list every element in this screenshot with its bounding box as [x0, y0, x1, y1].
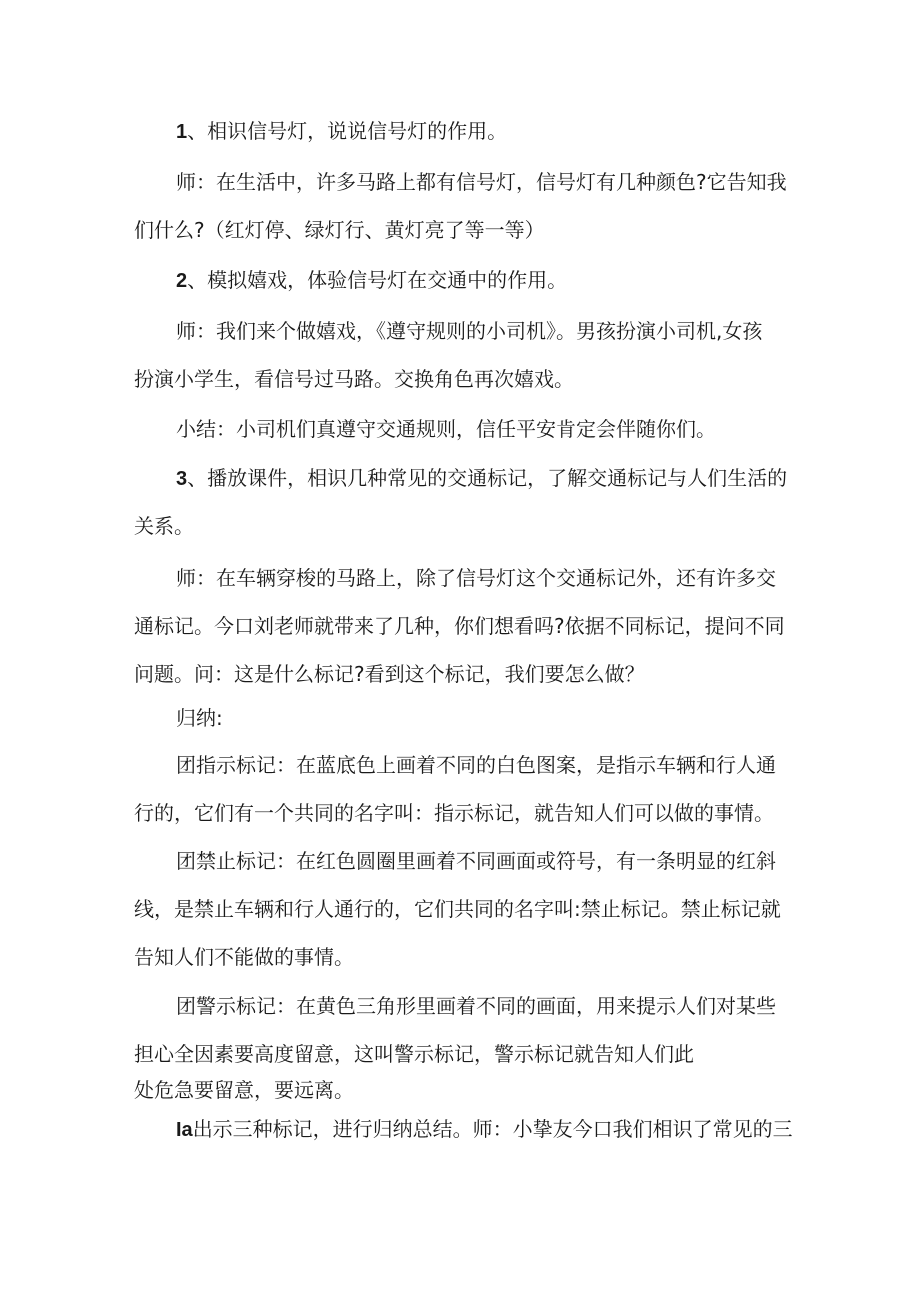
list-number: 3 [176, 468, 188, 490]
paragraph-text: 、播放课件，相识几种常见的交通标记，了解交通标记与人们生活的 [187, 466, 788, 490]
paragraph-text: 、相识信号灯，说说信号灯的作用。 [187, 119, 508, 143]
paragraph-4 [0, 307, 920, 403]
paragraph-7 [0, 554, 920, 698]
list-number: 2 [176, 270, 188, 292]
paragraph-line: 归纳: [176, 706, 223, 730]
paragraph-line: 关系。 [134, 514, 194, 538]
paragraph-5 [0, 405, 920, 453]
paragraph-line [0, 1105, 920, 1153]
list-number: Ia [176, 1119, 193, 1141]
paragraph-line [0, 454, 920, 502]
paragraph-line: 线，是禁止车辆和行人通行的，它们共同的名字叫:禁止标记。禁止标记就 [134, 897, 781, 921]
paragraph-9 [0, 741, 920, 837]
paragraph-1 [0, 107, 920, 155]
paragraph-line: 师：我们来个做嬉戏，《遵守规则的小司机》。男孩扮演小司机,女孩 [176, 319, 763, 343]
paragraph-text: 、模拟嬉戏，体验信号灯在交通中的作用。 [187, 268, 568, 292]
paragraph-line: 团禁止标记：在红色圆圈里画着不同画面或符号，有一条明显的红斜 [176, 849, 776, 873]
list-number: 1 [176, 121, 188, 143]
paragraph-11 [0, 982, 920, 1114]
paragraph-12 [0, 1105, 920, 1153]
paragraph-text: 出示三种标记，进行归纳总结。师：小挚友今口我们相识了常见的三 [192, 1117, 793, 1141]
paragraph-3 [0, 256, 920, 304]
paragraph-8 [0, 694, 920, 742]
paragraph-line: 小结：小司机们真遵守交通规则，信任平安肯定会伴随你们。 [176, 417, 716, 441]
paragraph-line: 担心全因素要高度留意，这叫警示标记，警示标记就告知人们此 [134, 1042, 694, 1066]
paragraph-line: 扮演小学生，看信号过马路。交换角色再次嬉戏。 [134, 367, 574, 391]
paragraph-2 [0, 158, 920, 254]
paragraph-10 [0, 837, 920, 981]
paragraph-line [0, 107, 920, 155]
paragraph-line: 行的，它们有一个共同的名字叫：指示标记，就告知人们可以做的事情。 [134, 801, 774, 825]
paragraph-6 [0, 454, 920, 550]
paragraph-line: 处危急要留意，要远离。 [134, 1078, 354, 1102]
paragraph-line [0, 256, 920, 304]
paragraph-line: 团指示标记：在蓝底色上画着不同的白色图案，是指示车辆和行人通 [176, 753, 776, 777]
paragraph-line: 们什么?（红灯停、绿灯行、黄灯亮了等一等） [134, 218, 545, 242]
paragraph-line: 告知人们不能做的事情。 [134, 945, 354, 969]
paragraph-line: 通标记。今口刘老师就带来了几种，你们想看吗?依据不同标记，提问不同 [134, 614, 785, 638]
paragraph-line: 师：在车辆穿梭的马路上，除了信号灯这个交通标记外，还有许多交 [176, 566, 776, 590]
paragraph-line: 团警示标记：在黄色三角形里画着不同的画面，用来提示人们对某些 [176, 994, 776, 1018]
paragraph-line: 问题。问：这是什么标记?看到这个标记，我们要怎么做？ [134, 662, 645, 686]
paragraph-line: 师：在生活中，许多马路上都有信号灯，信号灯有几种颜色?它告知我 [176, 170, 787, 194]
